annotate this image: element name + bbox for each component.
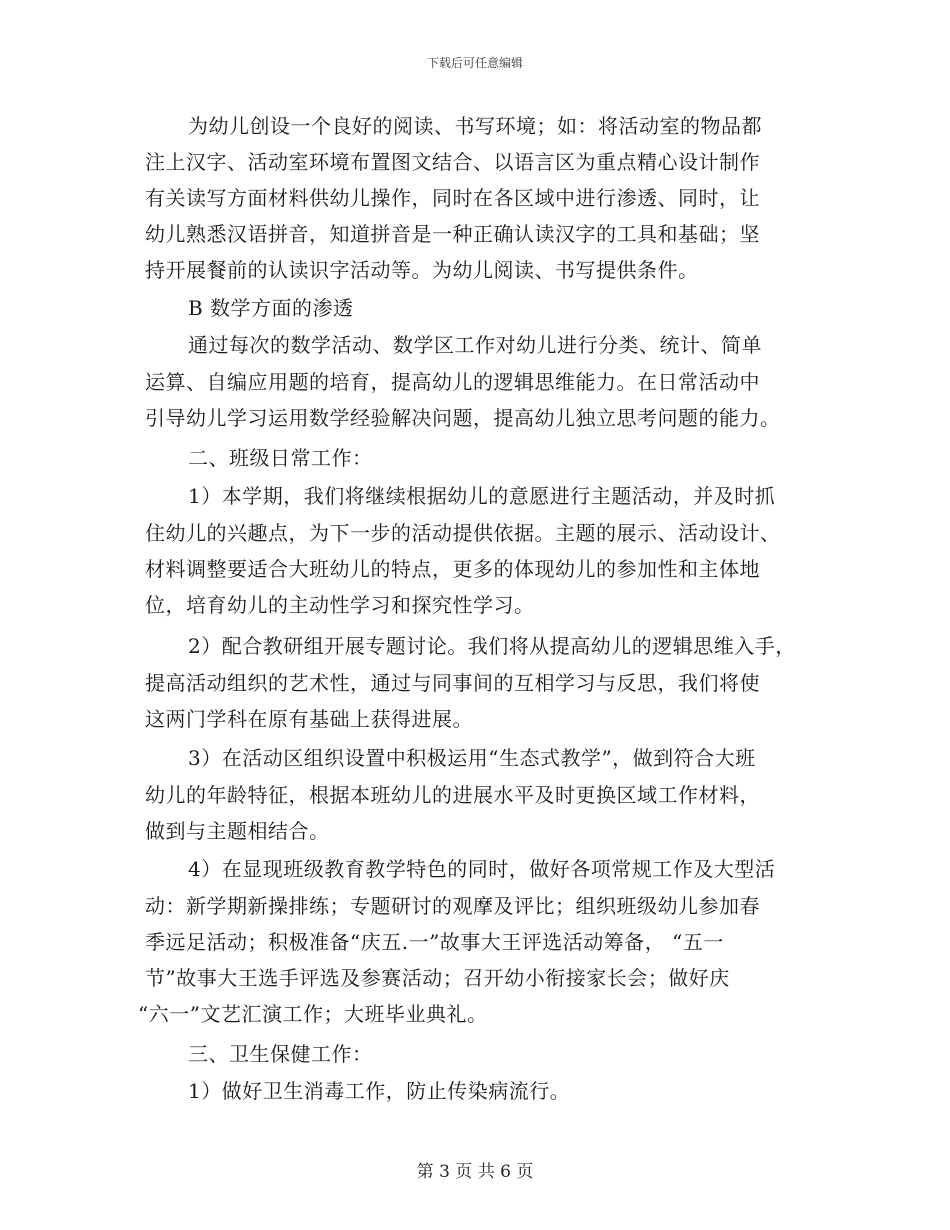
paragraph-line: 季远足活动；积极准备“庆五.一”故事大王评选活动筹备， “五一 [145, 930, 724, 954]
paragraph-line: 节”故事大王选手评选及参赛活动；召开幼小衔接家长会；做好庆 [145, 966, 730, 990]
paragraph-line: 注上汉字、活动室环境布置图文结合、以语言区为重点精心设计制作 [145, 150, 760, 174]
paragraph-line: 1）本学期，我们将继续根据幼儿的意愿进行主题活动，并及时抓 [188, 484, 776, 508]
paragraph-line: 材料调整要适合大班幼儿的特点，更多的体现幼儿的参加性和主体地 [145, 557, 760, 581]
page-number: 第 3 页 共 6 页 [416, 1162, 534, 1182]
paragraph-line: 引导幼儿学习运用数学经验解决问题，提高幼儿独立思考问题的能力。 [145, 406, 781, 430]
paragraph-line: 4）在显现班级教育教学特色的同时，做好各项常规工作及大型活 [188, 857, 776, 881]
paragraph-line: 幼儿的年龄特征，根据本班幼儿的进展水平及时更换区域工作材料， [145, 783, 760, 807]
paragraph-line: 动：新学期新操排练；专题研讨的观摩及评比；组织班级幼儿参加春 [145, 894, 760, 918]
paragraph-line: “六一”文艺汇演工作；大班毕业典礼。 [138, 1002, 488, 1026]
paragraph-line: 运算、自编应用题的培育，提高幼儿的逻辑思维能力。在日常活动中 [145, 370, 760, 394]
section-heading: B 数学方面的渗透 [188, 296, 354, 320]
paragraph-line: 做到与主题相结合。 [145, 819, 330, 843]
section-heading: 二、班级日常工作： [188, 446, 373, 470]
paragraph-line: 有关读写方面材料供幼儿操作，同时在各区域中进行渗透、同时，让 [145, 186, 760, 210]
paragraph-line: 3）在活动区组织设置中积极运用“生态式教学”，做到符合大班 [188, 746, 756, 770]
header-note: 下载后可任意编辑 [426, 56, 523, 70]
paragraph-line: 位，培育幼儿的主动性学习和探究性学习。 [145, 593, 535, 617]
paragraph-line: 2）配合教研组开展专题讨论。我们将从提高幼儿的逻辑思维入手， [188, 634, 796, 658]
paragraph-line: 1）做好卫生消毒工作，防止传染病流行。 [188, 1079, 571, 1103]
paragraph-line: 持开展餐前的认读识字活动等。为幼儿阅读、书写提供条件。 [145, 258, 699, 282]
paragraph-line: 这两门学科在原有基础上获得进展。 [145, 707, 473, 731]
paragraph-line: 提高活动组织的艺术性，通过与同事间的互相学习与反思，我们将使 [145, 671, 760, 695]
paragraph-line: 为幼儿创设一个良好的阅读、书写环境；如：将活动室的物品都 [188, 114, 762, 138]
section-heading: 三、卫生保健工作： [188, 1042, 373, 1066]
paragraph-line: 幼儿熟悉汉语拼音，知道拼音是一种正确认读汉字的工具和基础；坚 [145, 222, 760, 246]
paragraph-line: 通过每次的数学活动、数学区工作对幼儿进行分类、统计、简单 [188, 333, 762, 357]
paragraph-line: 住幼儿的兴趣点，为下一步的活动提供依据。主题的展示、活动设计、 [145, 521, 781, 545]
